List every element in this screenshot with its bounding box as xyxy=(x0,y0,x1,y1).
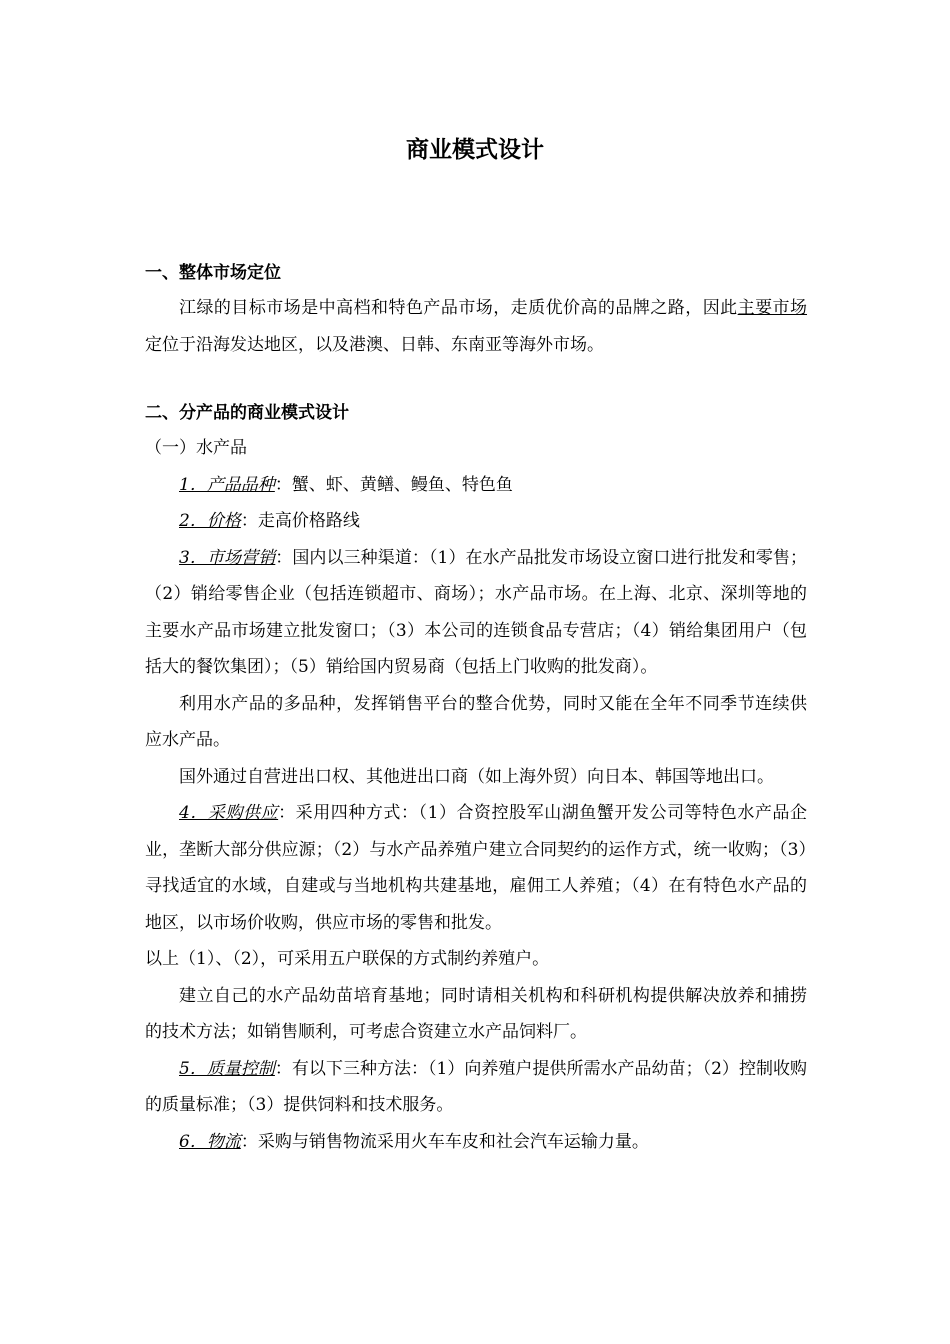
item-logistics xyxy=(145,1124,807,1161)
procurement-paragraph-2: 以上（1）、（2），可采用五户联保的方式制约养殖户。 xyxy=(145,949,550,969)
item-label: 6．物流 xyxy=(179,1131,241,1152)
item-text: ：有以下三种方法：（1）向养殖户提供所需水产品幼苗；（2）控制收购的质量标准；（3）提供饲料和技术服务。 xyxy=(145,1058,807,1115)
section-1-paragraph xyxy=(145,290,807,363)
item-text: ：走高价格路线 xyxy=(240,511,360,531)
section-2-heading: 二、分产品的商业模式设计 xyxy=(145,403,349,423)
document-title: 商业模式设计 xyxy=(406,137,544,163)
item-text: ：采用四种方式：（1）合资控股军山湖鱼蟹开发公司等特色水产品企业，垄断大部分供应源；（2）与水产品养殖户建立合同契约的运作方式，统一收购；（3）寻找适宜的水域，自建或与当地机构共建基地，雇佣工人养殖；（4）在有特色水产品的地区，以市场价收购，供应市场的零售和批发。 xyxy=(145,803,807,933)
section-2 xyxy=(145,396,807,1160)
section-1-text-b: 定位于沿海发达地区，以及港澳、日韩、东南亚等海外市场。 xyxy=(145,334,604,355)
marketing-paragraph-2: 利用水产品的多品种，发挥销售平台的整合优势，同时又能在全年不同季节连续供应水产品。 xyxy=(145,693,807,750)
item-price xyxy=(145,503,807,540)
item-marketing xyxy=(145,540,807,686)
section-1-heading: 一、整体市场定位 xyxy=(145,263,281,283)
item-label: 4．采购供应 xyxy=(179,803,279,823)
item-text: ：采购与销售物流采用火车车皮和社会汽车运输力量。 xyxy=(240,1131,649,1152)
item-label: 2．价格 xyxy=(179,511,241,531)
item-product-variety xyxy=(145,467,807,504)
subsection-aquatic: （一）水产品 xyxy=(145,438,247,458)
item-label: 3．市场营销 xyxy=(179,547,276,568)
procurement-paragraph-3: 建立自己的水产品幼苗培育基地；同时请相关机构和科研机构提供解决放养和捕捞的技术方法；如销售顺利，可考虑合资建立水产品饲料厂。 xyxy=(145,985,807,1042)
section-1-underlined-term: 主要市场 xyxy=(737,298,808,318)
item-quality-control xyxy=(145,1051,807,1124)
marketing-paragraph-3: 国外通过自营进出口权、其他进出口商（如上海外贸）向日本、韩国等地出口。 xyxy=(179,766,774,787)
item-text: ：蟹、虾、黄鳝、鳗鱼、特色鱼 xyxy=(274,474,513,495)
item-label: 5．质量控制 xyxy=(179,1058,275,1079)
item-procurement xyxy=(145,795,807,941)
item-text: ：国内以三种渠道：（1）在水产品批发市场设立窗口进行批发和零售；（2）销给零售企业（包括连锁超市、商场）；水产品市场。在上海、北京、深圳等地的主要水产品市场建立批发窗口；（3）本公司的连锁食品专营店；（4）销给集团用户（包括大的餐饮集团）；（5）销给国内贸易商（包括上门收购的批发商）。 xyxy=(145,547,807,677)
section-1-text-a: 江绿的目标市场是中高档和特色产品市场，走质优价高的品牌之路，因此 xyxy=(179,298,738,318)
item-label: 1．产品品种 xyxy=(179,474,275,495)
section-1 xyxy=(145,256,807,363)
